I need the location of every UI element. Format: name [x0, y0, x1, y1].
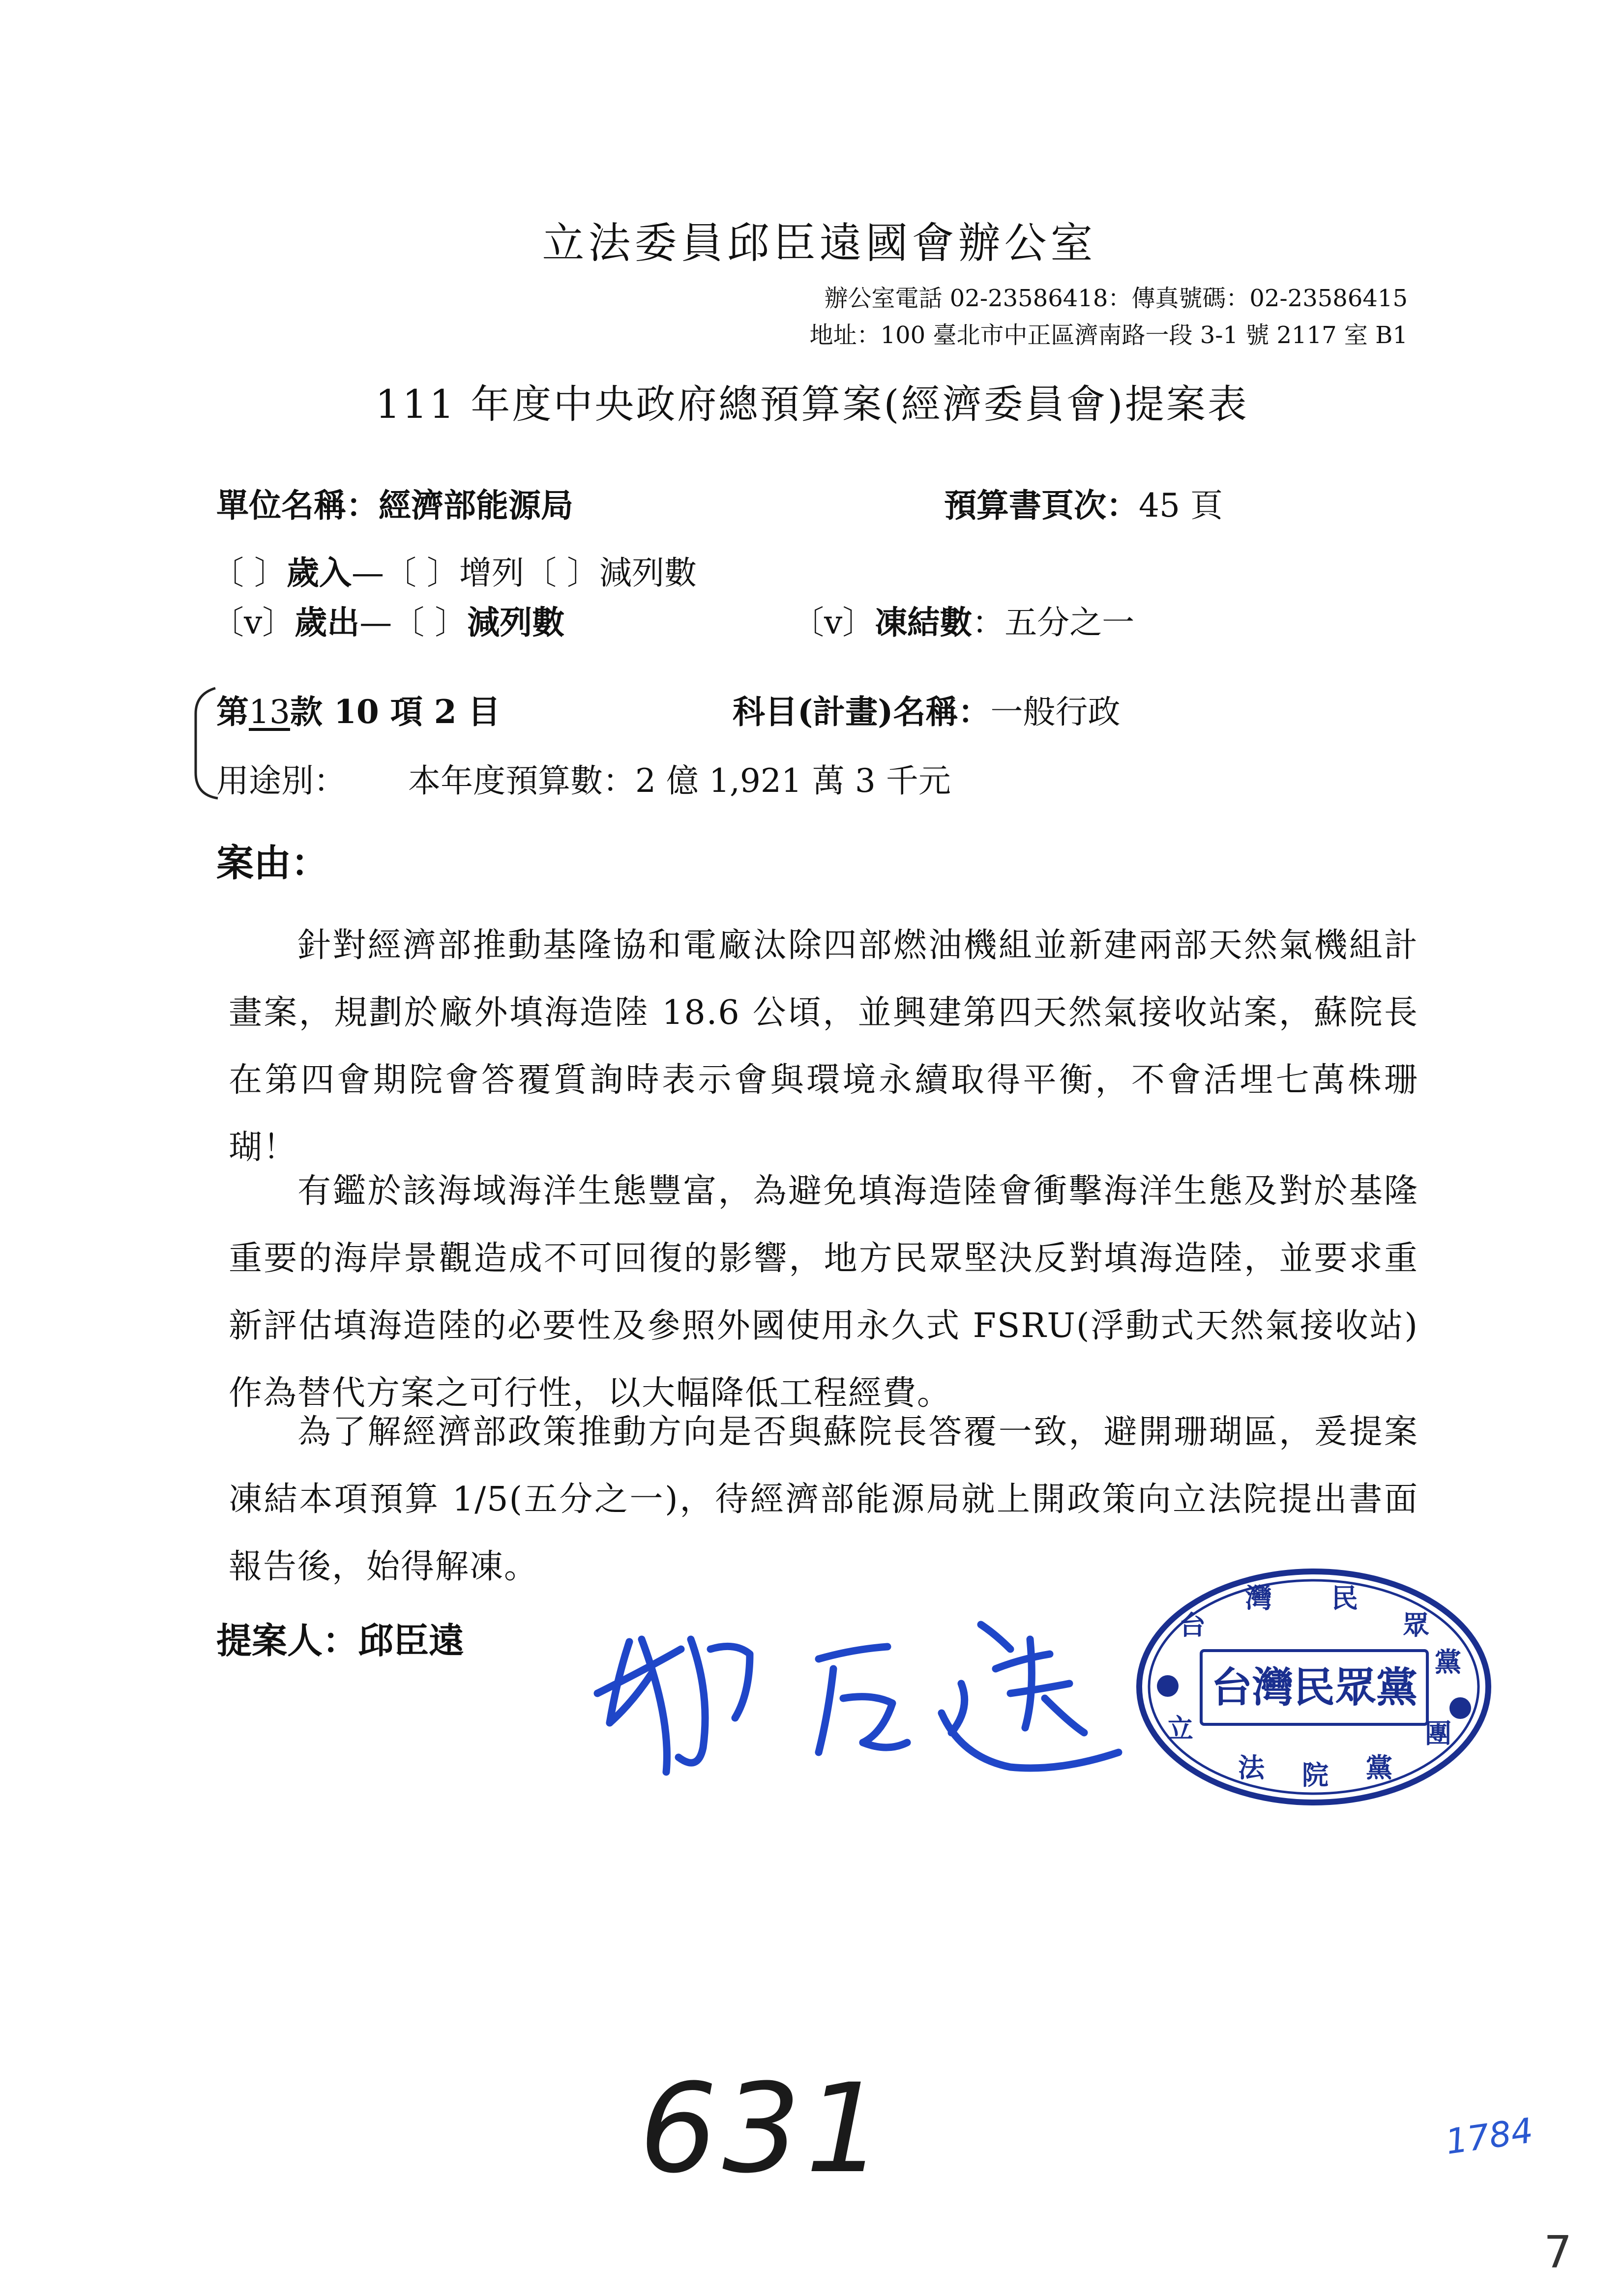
budget-page-label: 預算書頁次： [944, 486, 1139, 524]
handwritten-corner-mark: 7 [1544, 2227, 1572, 2278]
subject-label: 科目(計畫)名稱： [733, 693, 991, 731]
item-prefix: 第 [216, 693, 249, 731]
budget-page-value: 45 頁 [1139, 487, 1223, 524]
svg-text:團: 團 [1425, 1717, 1451, 1749]
expense-decrease-checkbox: 〔 〕 [392, 604, 468, 641]
svg-text:法: 法 [1238, 1752, 1265, 1783]
item-section-number: 13 [249, 693, 290, 731]
income-label: 歲入 [286, 553, 352, 592]
case-heading: 案由： [216, 841, 328, 885]
svg-text:黨: 黨 [1435, 1646, 1461, 1678]
proposer-row [216, 1612, 464, 1663]
budget-page-row [944, 479, 1223, 526]
address-line: 地址：100 臺北市中正區濟南路一段 3-1 號 2117 室 B1 [809, 321, 1408, 349]
office-title: 立法委員邱臣遠國會辦公室 [542, 219, 1097, 268]
expense-decrease-label: 減列數 [467, 603, 565, 641]
expense-dash: — [359, 604, 392, 641]
income-increase-checkbox: 〔 〕 [384, 554, 459, 592]
expense-checkbox: 〔v〕 [211, 604, 295, 641]
freeze-checkbox: 〔v〕 [792, 604, 875, 641]
budget-amount-row [408, 755, 951, 801]
svg-text:灣: 灣 [1245, 1582, 1272, 1614]
case-paragraph-1: 針對經濟部推動基隆協和電廠汰除四部燃油機組並新建兩部天然氣機組計畫案，規劃於廠外填海造陸 18.6 公頃，並興建第四天然氣接收站案，蘇院長在第四會期院會答覆質詢時表示會與環境永續取得平衡，不會活埋七萬株珊瑚！ [229, 926, 1418, 1167]
svg-text:黨: 黨 [1366, 1752, 1392, 1783]
proposer-name: 邱臣遠 [358, 1620, 465, 1661]
income-decrease-label: 減列數 [599, 554, 697, 592]
seal-center-text: 台灣民眾黨 [1211, 1663, 1418, 1712]
income-increase-label: 增列 [459, 554, 524, 592]
party-seal [1133, 1566, 1495, 1809]
income-checkbox: 〔 〕 [211, 554, 287, 592]
unit-label: 單位名稱： [216, 486, 379, 524]
handwritten-signature [588, 1595, 1133, 1806]
subject-value: 一般行政 [990, 693, 1121, 731]
freeze-value: 五分之一 [1004, 604, 1135, 641]
form-title: 111 年度中央政府總預算案(經濟委員會)提案表 [375, 381, 1249, 427]
svg-text:院: 院 [1302, 1759, 1329, 1791]
budget-amount-label: 本年度預算數： [408, 762, 635, 800]
expense-row [211, 596, 564, 643]
svg-text:眾: 眾 [1403, 1609, 1429, 1641]
item-row [216, 686, 501, 732]
income-dash: — [351, 554, 384, 592]
proposer-label: 提案人： [216, 1620, 358, 1661]
freeze-label: 凍結數 [875, 603, 973, 641]
phone-fax-line: 辦公室電話 02-23586418：傳真號碼：02-23586415 [824, 285, 1408, 312]
usage-label: 用途別： [216, 762, 346, 800]
expense-label: 歲出 [295, 603, 360, 641]
item-suffix: 款 10 項 2 目 [290, 693, 501, 731]
case-paragraph-3: 為了解經濟部政策推動方向是否與蘇院長答覆一致，避開珊瑚區，爰提案凍結本項預算 1/5(五分之一)，待經濟部能源局就上開政策向立法院提出書面報告後，始得解凍。 [229, 1413, 1418, 1586]
svg-text:民: 民 [1331, 1582, 1358, 1614]
item-bracket [191, 684, 220, 802]
svg-text:立: 立 [1167, 1713, 1193, 1744]
unit-value: 經濟部能源局 [379, 486, 573, 524]
income-decrease-checkbox: 〔 〕 [524, 554, 599, 592]
freeze-colon: ： [972, 604, 1005, 641]
income-row [211, 547, 697, 593]
svg-text:台: 台 [1179, 1609, 1206, 1641]
subject-row [733, 686, 1120, 732]
budget-amount-value: 2 億 1,921 萬 3 千元 [635, 762, 951, 800]
unit-row [216, 479, 573, 526]
handwritten-page-number: 631 [639, 2057, 889, 2200]
case-paragraph-2: 有鑑於該海域海洋生態豐富，為避免填海造陸會衝擊海洋生態及對於基隆重要的海岸景觀造成不可回復的影響，地方民眾堅決反對填海造陸，並要求重新評估填海造陸的必要性及參照外國使用永久式 FSRU(浮動式天然氣接收站)作為替代方案之可行性，以大幅降低工程經費。 [229, 1172, 1418, 1413]
freeze-row [792, 596, 1134, 643]
handwritten-blue-note: 1784 [1443, 2110, 1535, 2162]
